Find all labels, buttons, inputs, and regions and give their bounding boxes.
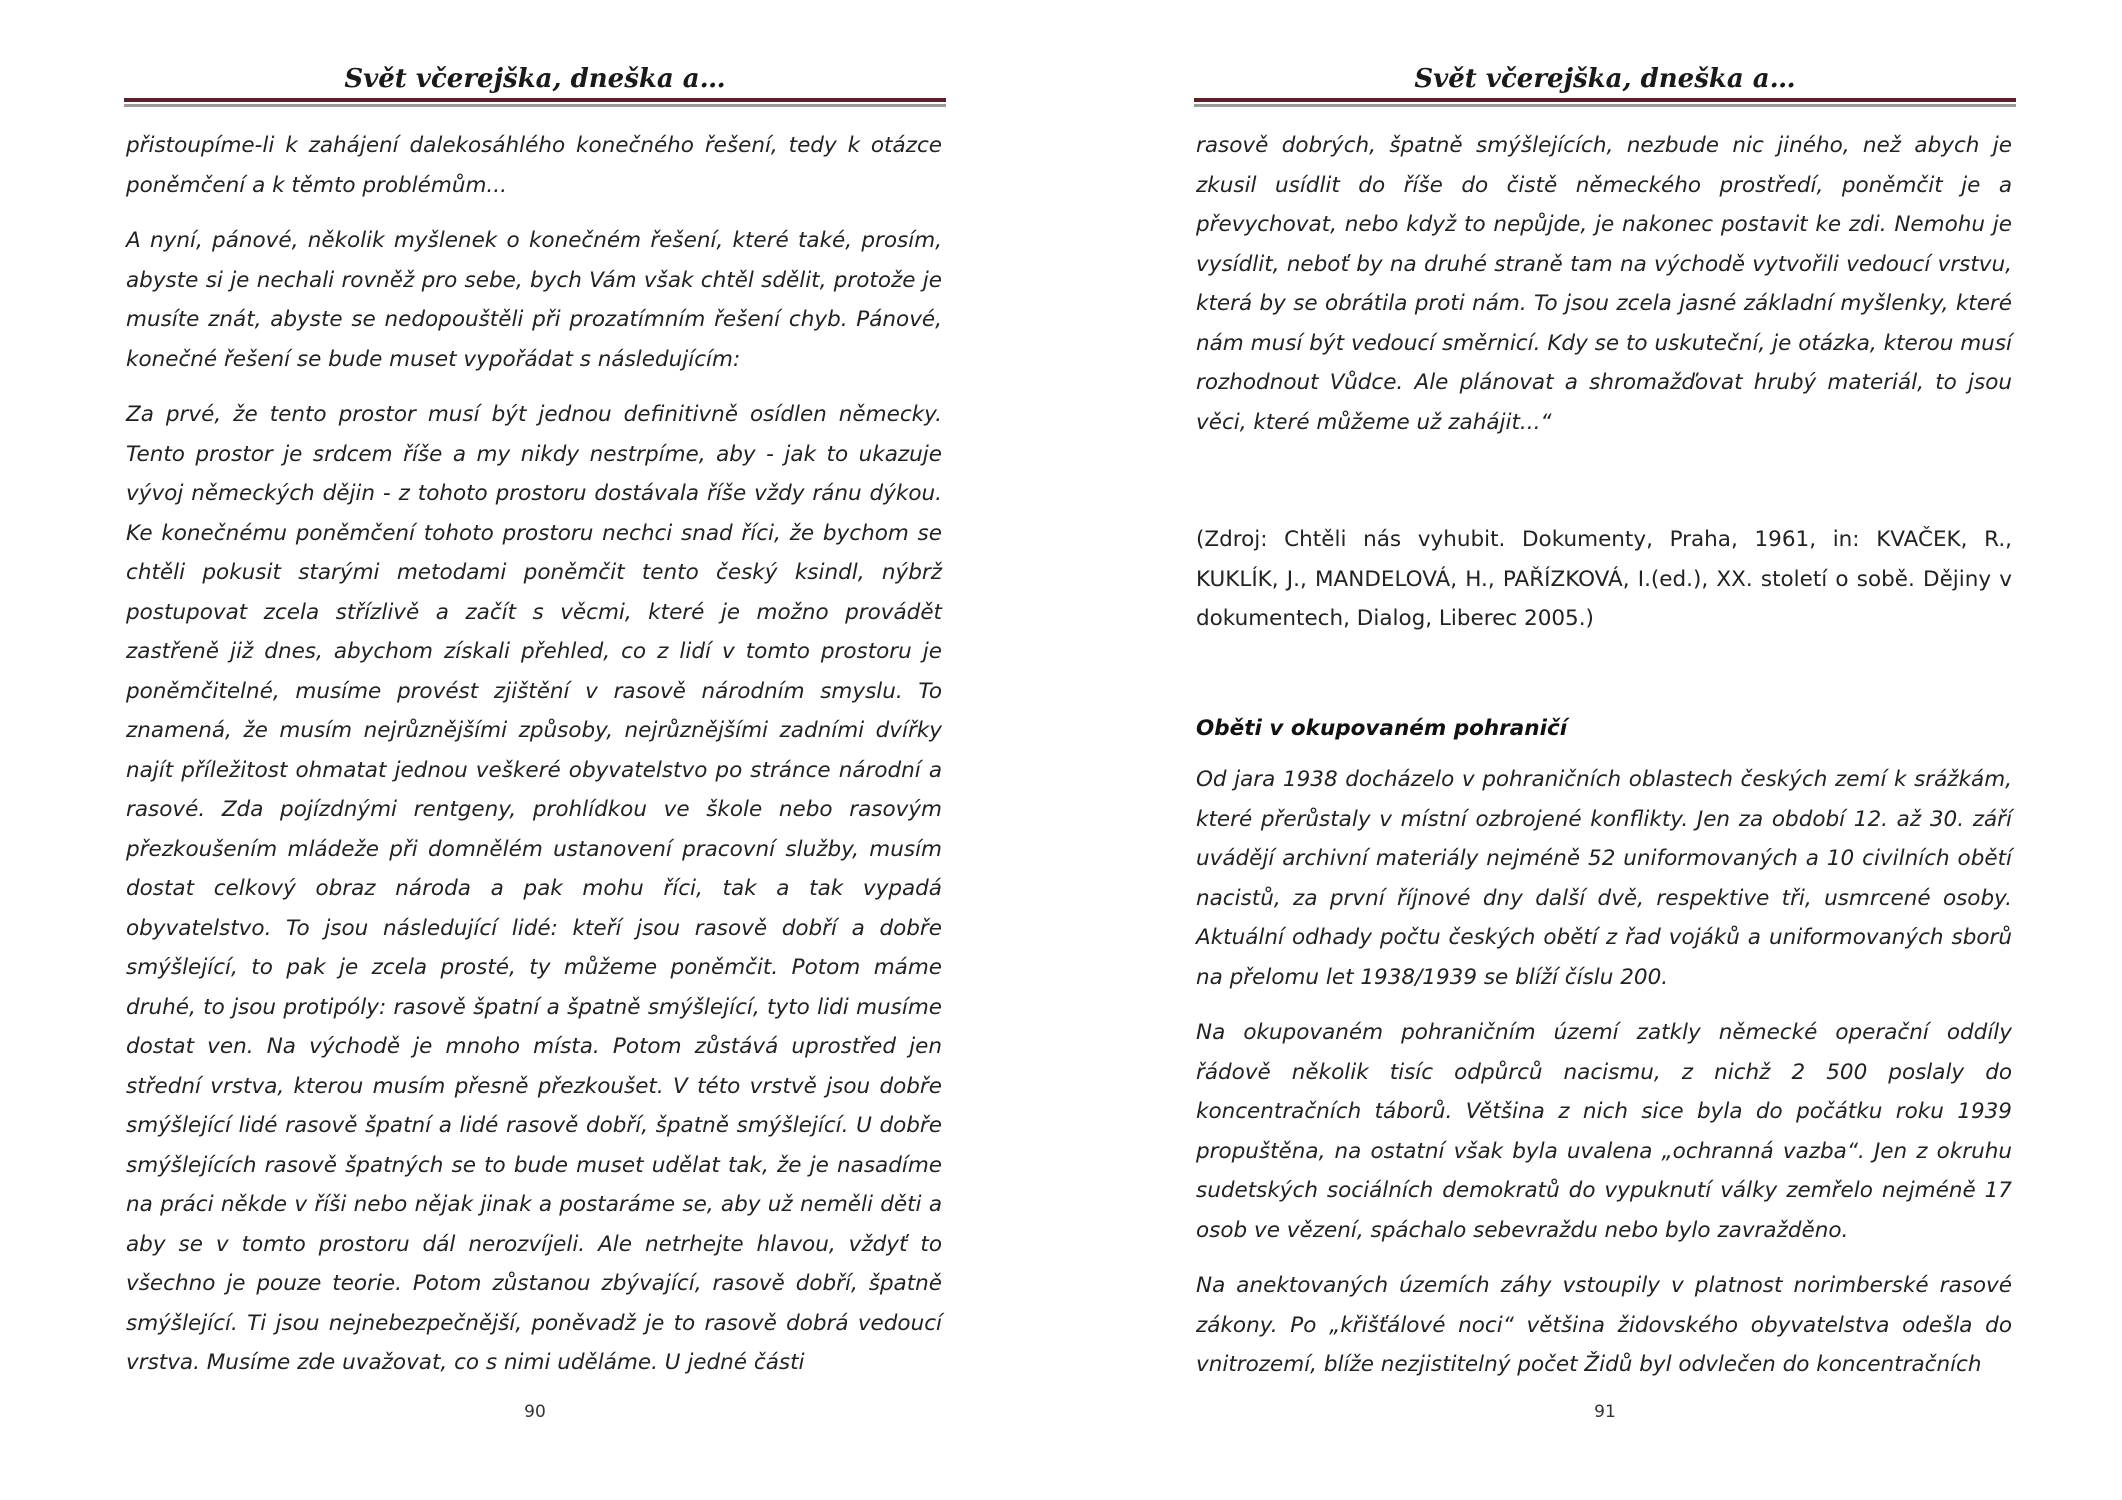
page-number: 91 [1594,1402,1616,1422]
header-rule [124,98,946,102]
running-title: Svět včerejška, dneška a… [1414,64,1796,94]
left-page [124,0,946,1500]
page-number: 90 [524,1402,546,1422]
source-citation: (Zdroj: Chtěli nás vyhubit. Dokumenty, Praha, 1961, in: KVAČEK, R., KUKLÍK, J., MANDELOVÁ, H., PAŘÍZKOVÁ, I.(ed.), XX. století o sobě. Dějiny v dokumentech, Dialog, Liberec 2005.) [1196,527,2012,631]
body-text [126,126,942,1399]
paragraph: A nyní, pánové, několik myšlenek o konečném řešení, které také, prosím, abyste si je nechali rovněž pro sebe, bych Vám však chtěl sdělit, protože je musíte znát, abyste se nedopouštěli při prozatímním řešení chyb. Pánové, konečné řešení se bude muset vypořádat s následujícím: [126,228,942,372]
section-heading: Oběti v okupovaném pohraničí [1196,715,1568,741]
header-rule-secondary [124,104,946,107]
paragraph: Na anektovaných územích záhy vstoupily v platnost norimberské rasové zákony. Po „křišťálové noci“ většina židovského obyvatelstva odešla do vnitrozemí, blíže nezjistitelný počet Židů byl odvlečen do koncentračních [1196,1273,2012,1377]
right-page [1194,0,2016,1500]
running-title: Svět včerejška, dneška a… [344,64,726,94]
paragraph: Od jara 1938 docházelo v pohraničních oblastech českých zemí k srážkám, které přerůstaly v místní ozbrojené konflikty. Jen za období 12. až 30. září uvádějí archivní materiály nejméně 52 uniformovaných a 10 civilních obětí nacistů, za první říjnové dny další dvě, respektive tři, usmrcené osoby. Aktuální odhady počtu českých obětí z řad vojáků a uniformovaných sborů na přelomu let 1938/1939 se blíží číslu 200. [1196,767,2012,990]
paragraph: přistoupíme-li k zahájení dalekosáhlého konečného řešení, tedy k otázce poněmčení a k těmto problémům... [126,133,942,198]
quote-continuation: rasově dobrých, špatně smýšlejících, nezbude nic jiného, než abych je zkusil usídlit do říše do čistě německého prostředí, poněmčit je a převychovat, nebo když to nepůjde, je nakonec postavit ke zdi. Nemohu je vysídlit, neboť by na druhé straně tam na východě vytvořili vedoucí vrstvu, která by se obrátila proti nám. To jsou zcela jasné základní myšlenky, které nám musí být vedoucí směrnicí. Kdy se to uskuteční, je otázka, kterou musí rozhodnout Vůdce. Ale plánovat a shromažďovat hrubý materiál, to jsou věci, které můžeme už zahájit...“ [1196,133,2012,435]
header-rule-secondary [1194,104,2016,107]
paragraph: Na okupovaném pohraničním území zatkly německé operační oddíly řádově několik tisíc odpůrců nacismu, z nichž 2 500 poslaly do koncentračních táborů. Většina z nich sice byla do počátku roku 1939 propuštěna, na ostatní však byla uvalena „ochranná vazba“. Jen z okruhu sudetských sociálních demokratů do vypuknutí války zemřelo nejméně 17 osob ve vězení, spáchalo sebevraždu nebo bylo zavražděno. [1196,1020,2012,1243]
header-rule [1194,98,2016,102]
body-text [1196,126,2012,1401]
paragraph: Za prvé, že tento prostor musí být jednou definitivně osídlen německy. Tento prostor je srdcem říše a my nikdy nestrpíme, aby - jak to ukazuje vývoj německých dějin - z tohoto prostoru dostávala říše vždy ránu dýkou. Ke konečnému poněmčení tohoto prostoru nechci snad říci, že bychom se chtěli pokusit starými metodami poněmčit tento český ksindl, nýbrž postupovat zcela střízlivě a začít s věcmi, které je možno provádět zastřeně již dnes, abychom získali přehled, co z lidí v tomto prostoru je poněmčitelné, musíme provést zjištění v rasově národním smyslu. To znamená, že musím nejrůznějšími způsoby, nejrůznějšími zadními dvířky najít příležitost ohmatat jednou veškeré obyvatelstvo po stránce národní a rasové. Zda pojízdnými rentgeny, prohlídkou ve škole nebo rasovým přezkoušením mládeže při domnělém ustanovení pracovní služby, musím dostat celkový obraz národa a pak mohu říci, tak a tak vypadá obyvatelstvo. To jsou následující lidé: kteří jsou rasově dobří a dobře smýšlející, to pak je zcela prosté, ty můžeme poněmčit. Potom máme druhé, to jsou protipóly: rasově špatní a špatně smýšlející, tyto lidi musíme dostat ven. Na východě je mnoho místa. Potom zůstává uprostřed jen střední vrstva, kterou musím přesně přezkoušet. V této vrstvě jsou dobře smýšlející lidé rasově špatní a lidé rasově dobří, špatně smýšlející. U dobře smýšlejících rasově špatných se to bude muset udělat tak, že je nasadíme na práci někde v říši nebo nějak jinak a postaráme se, aby už neměli děti a aby se v tomto prostoru dál nerozvíjeli. Ale netrhejte hlavou, vždyť to všechno je pouze teorie. Potom zůstanou zbývající, rasově dobří, špatně smýšlející. Ti jsou nejnebezpečnější, poněvadž je to rasově dobrá vedoucí vrstva. Musíme zde uvažovat, co s nimi uděláme. U jedné části [126,402,942,1375]
